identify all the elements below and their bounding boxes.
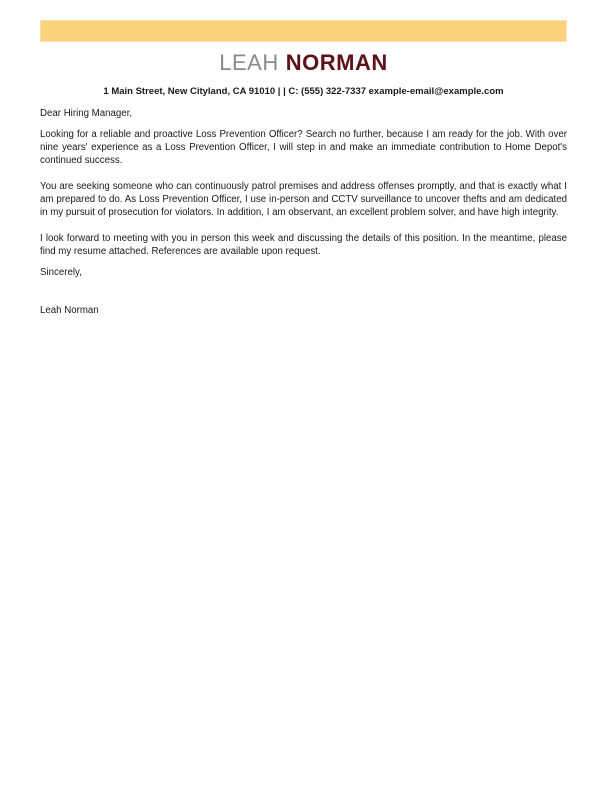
first-name: LEAH <box>219 50 279 75</box>
header-accent-bar <box>40 20 567 42</box>
contact-line: 1 Main Street, New Cityland, CA 91010 | | C: (555) 322-7337 example-email@example.com <box>103 86 504 97</box>
salutation: Dear Hiring Manager, <box>40 108 133 119</box>
letter-paragraph: Looking for a reliable and proactive Loss Prevention Officer? Search no further, because I am ready for the job. With over nine years' experience as a Loss Prevention Officer, I will step in and make an immediate contribution to Home Depot's continued success. <box>40 129 567 166</box>
closing: Sincerely, <box>40 267 82 278</box>
page-title <box>0 50 607 76</box>
letter-paragraph: I look forward to meeting with you in person this week and discussing the details of this position. In the meantime, please find my resume attached. References are available upon request. <box>40 233 567 257</box>
signature: Leah Norman <box>40 305 99 316</box>
last-name: NORMAN <box>285 50 388 75</box>
letter-paragraph: You are seeking someone who can continuously patrol premises and address offenses promptly, and that is exactly what I am prepared to do. As Loss Prevention Officer, I use in-person and CCTV surveillance to uncover thefts and am dedicated in my pursuit of prosecution for violators. In addition, I am observant, an excellent problem solver, and have high integrity. <box>40 181 567 218</box>
letter-body <box>40 107 567 317</box>
